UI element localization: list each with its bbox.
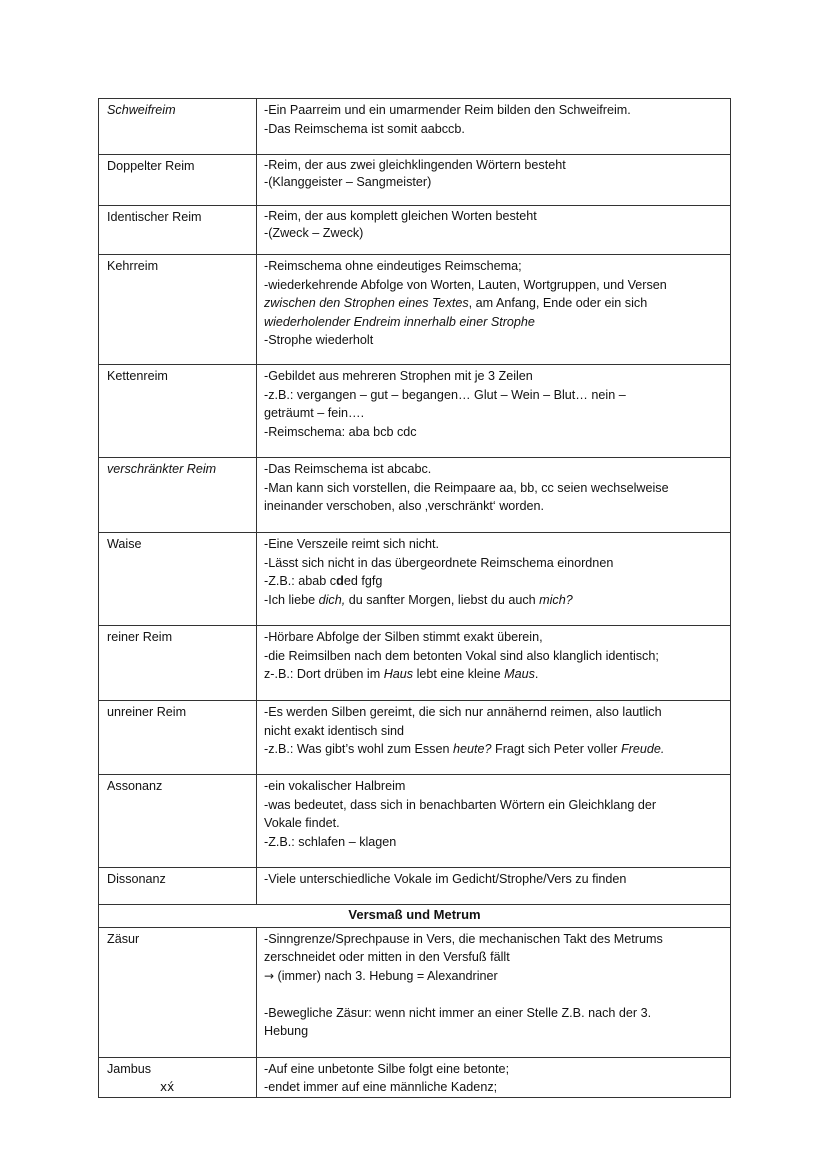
plain-text: -Z.B.: abab c [264, 574, 337, 588]
description-line [264, 665, 724, 684]
description-line: -Gebildet aus mehreren Strophen mit je 3 Zeilen [264, 369, 533, 383]
term-cell: verschränkter Reim [99, 458, 257, 533]
description-line: -Hörbare Abfolge der Silben stimmt exakt überein, [264, 630, 543, 644]
description-cell [257, 458, 731, 533]
table-row [99, 626, 731, 701]
description-cell [257, 1057, 731, 1097]
description-line: -Reimschema: aba bcb cdc [264, 424, 417, 439]
description-line [264, 591, 724, 610]
description-line: -Man kann sich vorstellen, die Reimpaare aa, bb, cc seien wechselweise [264, 480, 669, 495]
description-line: -ein vokalischer Halbreim [264, 779, 406, 793]
description-cell [257, 155, 731, 206]
description-line: nicht exakt identisch sind [264, 723, 405, 738]
term-cell: Dissonanz [99, 868, 257, 905]
description-line: -Viele unterschiedliche Vokale im Gedicht/Strophe/Vers zu finden [264, 872, 627, 886]
description-line: -Das Reimschema ist abcabc. [264, 462, 432, 476]
description-line: Vokale findet. [264, 816, 340, 830]
term-cell: Doppelter Reim [99, 155, 257, 206]
term-cell: Schweifreim [99, 99, 257, 155]
term-cell: Kettenreim [99, 365, 257, 458]
document-page [98, 98, 730, 1098]
table-row [99, 533, 731, 626]
description-cell [257, 927, 731, 1057]
italic-text: dich, [318, 592, 346, 607]
description-line: Hebung [264, 1024, 309, 1038]
description-line: -Bewegliche Zäsur: wenn nicht immer an einer Stelle Z.B. nach der 3. [264, 1005, 652, 1020]
description-line: -Lässt sich nicht in das übergeordnete Reimschema einordnen [264, 555, 614, 570]
table-row [99, 458, 731, 533]
plain-text: z-.B.: Dort drüben im [264, 667, 384, 681]
description-cell [257, 701, 731, 775]
description-cell [257, 365, 731, 458]
table-row [99, 365, 731, 458]
description-cell [257, 99, 731, 155]
italic-text: heute? [452, 742, 492, 756]
description-line: -(Klanggeister – Sangmeister) [264, 175, 432, 189]
italic-text: Haus [383, 667, 414, 681]
plain-text: . [534, 667, 539, 681]
table-row [99, 927, 731, 1057]
term-label: Jambus [107, 1061, 152, 1076]
description-line: -Das Reimschema ist somit aabccb. [264, 121, 465, 136]
description-cell [257, 775, 731, 868]
plain-text: lebt eine kleine [413, 667, 505, 681]
table-row [99, 255, 731, 365]
description-line [264, 294, 724, 313]
description-line: -Ein Paarreim und ein umarmender Reim bilden den Schweifreim. [264, 103, 631, 117]
description-line: -z.B.: vergangen – gut – begangen… Glut – Wein – Blut… nein – [264, 387, 626, 402]
description-line: -Z.B.: schlafen – klagen [264, 834, 397, 849]
description-line: zerschneidet oder mitten in den Versfuß fällt [264, 950, 510, 964]
description-line: -Eine Verszeile reimt sich nicht. [264, 537, 439, 551]
table-row [99, 1057, 731, 1097]
description-line: -Reim, der aus zwei gleichklingenden Wörtern besteht [264, 158, 566, 172]
bold-text: d [336, 574, 344, 588]
plain-text: , am Anfang, Ende oder ein sich [468, 296, 648, 310]
table-row [99, 206, 731, 255]
rhyme-terms-table [98, 98, 731, 1098]
meter-notation: xx́ [160, 1080, 175, 1094]
term-cell: Identischer Reim [99, 206, 257, 255]
italic-text: zwischen den Strophen eines Textes [264, 296, 469, 310]
description-line [264, 967, 724, 986]
plain-text: ed fgfg [343, 574, 383, 588]
description-line: -Reim, der aus komplett gleichen Worten besteht [264, 209, 537, 223]
plain-text: Fragt sich Peter voller [491, 742, 621, 756]
description-line: -Strophe wiederholt [264, 333, 374, 347]
table-row [99, 868, 731, 905]
plain-text: -z.B.: Was gibt’s wohl zum Essen [264, 742, 453, 756]
plain-text: -Ich liebe [264, 592, 319, 607]
description-line: -Reimschema ohne eindeutiges Reimschema; [264, 259, 522, 273]
plain-text: (immer) nach 3. Hebung = Alexandriner [274, 968, 498, 983]
italic-text: mich? [539, 592, 573, 607]
description-line: -Es werden Silben gereimt, die sich nur annähernd reimen, also lautlich [264, 705, 662, 719]
description-cell [257, 255, 731, 365]
description-line: ineinander verschoben, also ‚verschränkt‘ worden. [264, 499, 545, 513]
section-heading-row [99, 905, 731, 928]
table-row [99, 775, 731, 868]
description-cell [257, 533, 731, 626]
term-cell [99, 1057, 257, 1097]
description-line: -Auf eine unbetonte Silbe folgt eine betonte; [264, 1061, 510, 1076]
table-row [99, 701, 731, 775]
description-line: -Sinngrenze/Sprechpause in Vers, die mechanischen Takt des Metrums [264, 931, 663, 946]
description-line: -was bedeutet, dass sich in benachbarten Wörtern ein Gleichklang der [264, 797, 657, 812]
term-cell: reiner Reim [99, 626, 257, 701]
description-line: geträumt – fein…. [264, 406, 365, 420]
plain-text: du sanfter Morgen, liebst du auch [345, 592, 540, 607]
italic-text: Freude. [620, 742, 665, 756]
table-row [99, 155, 731, 206]
description-line: -endet immer auf eine männliche Kadenz; [264, 1080, 498, 1094]
table-row [99, 99, 731, 155]
italic-text: Maus [504, 667, 535, 681]
description-line [264, 740, 724, 759]
description-line: -wiederkehrende Abfolge von Worten, Lauten, Wortgruppen, und Versen [264, 277, 667, 292]
term-cell: unreiner Reim [99, 701, 257, 775]
term-cell: Kehrreim [99, 255, 257, 365]
blank-line [264, 985, 724, 1004]
term-cell: Zäsur [99, 927, 257, 1057]
description-line: wiederholender Endreim innerhalb einer Strophe [264, 314, 535, 329]
term-cell: Assonanz [99, 775, 257, 868]
term-cell: Waise [99, 533, 257, 626]
description-line: -(Zweck – Zweck) [264, 226, 364, 240]
arrow-right-icon: → [264, 968, 275, 983]
description-cell [257, 868, 731, 905]
description-line: -die Reimsilben nach dem betonten Vokal sind also klanglich identisch; [264, 648, 659, 663]
description-cell [257, 206, 731, 255]
description-line [264, 572, 724, 591]
description-cell [257, 626, 731, 701]
section-heading: Versmaß und Metrum [99, 905, 731, 928]
